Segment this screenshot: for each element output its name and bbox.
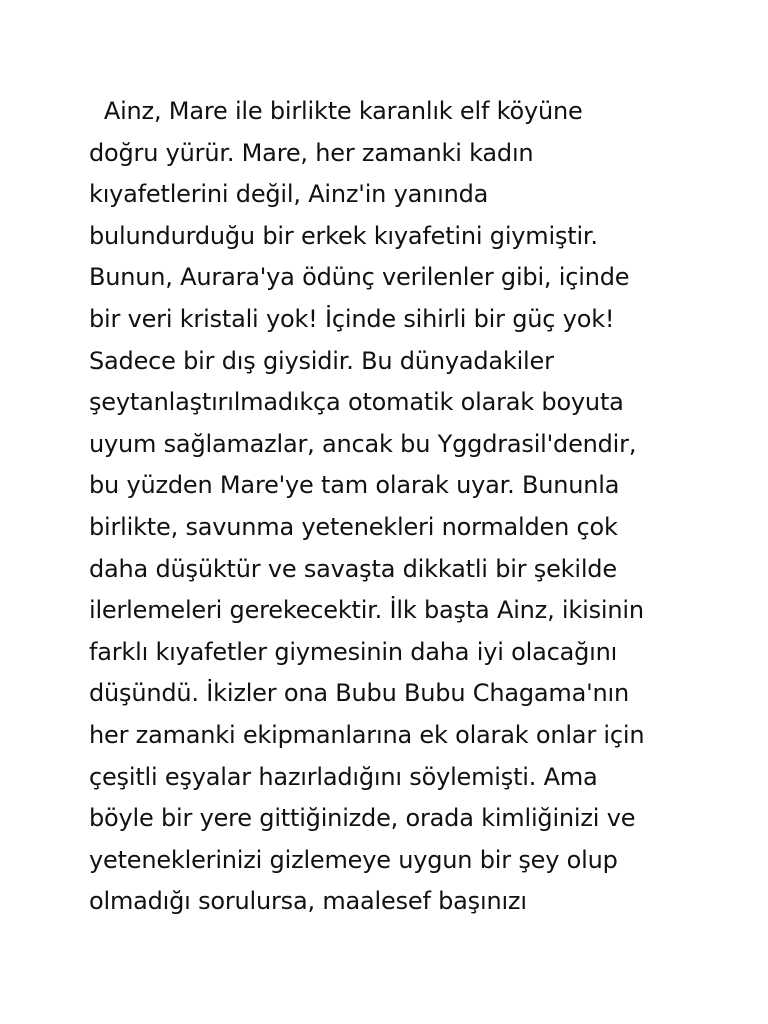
text-line: farklı kıyafetler giymesinin daha iyi olacağını	[89, 637, 618, 666]
text-line: bu yüzden Mare'ye tam olarak uyar. Bununla	[89, 471, 620, 500]
text-line: Sadece bir dış giysidir. Bu dünyadakiler	[89, 346, 554, 375]
text-line: Bunun, Aurara'ya ödünç verilenler gibi, içinde	[89, 263, 630, 292]
text-line: böyle bir yere gittiğinizde, orada kimliğinizi ve	[89, 804, 636, 833]
text-line: bulundurduğu bir erkek kıyafetini giymiştir.	[89, 221, 598, 250]
body-text	[89, 91, 729, 923]
text-line: şeytanlaştırılmadıkça otomatik olarak boyuta	[89, 388, 624, 417]
text-line: doğru yürür. Mare, her zamanki kadın	[89, 138, 534, 167]
text-line: kıyafetlerini değil, Ainz'in yanında	[89, 180, 489, 209]
text-line: olmadığı sorulursa, maalesef başınızı	[89, 887, 527, 916]
text-line: bir veri kristali yok! İçinde sihirli bir güç yok!	[89, 304, 615, 333]
text-line: ilerlemeleri gerekecektir. İlk başta Ainz, ikisinin	[89, 596, 644, 625]
text-line: yeteneklerinizi gizlemeye uygun bir şey olup	[89, 845, 618, 874]
text-line: çeşitli eşyalar hazırladığını söylemişti. Ama	[89, 762, 598, 791]
text-line: daha düşüktür ve savaşta dikkatli bir şekilde	[89, 554, 617, 583]
text-line: düşündü. İkizler ona Bubu Bubu Chagama'nın	[89, 679, 629, 708]
text-line: uyum sağlamazlar, ancak bu Yggdrasil'dendir,	[89, 429, 637, 458]
text-line: birlikte, savunma yetenekleri normalden çok	[89, 512, 618, 541]
text-line: Ainz, Mare ile birlikte karanlık elf köyüne	[89, 97, 583, 125]
text-line: her zamanki ekipmanlarına ek olarak onlar için	[89, 720, 645, 749]
